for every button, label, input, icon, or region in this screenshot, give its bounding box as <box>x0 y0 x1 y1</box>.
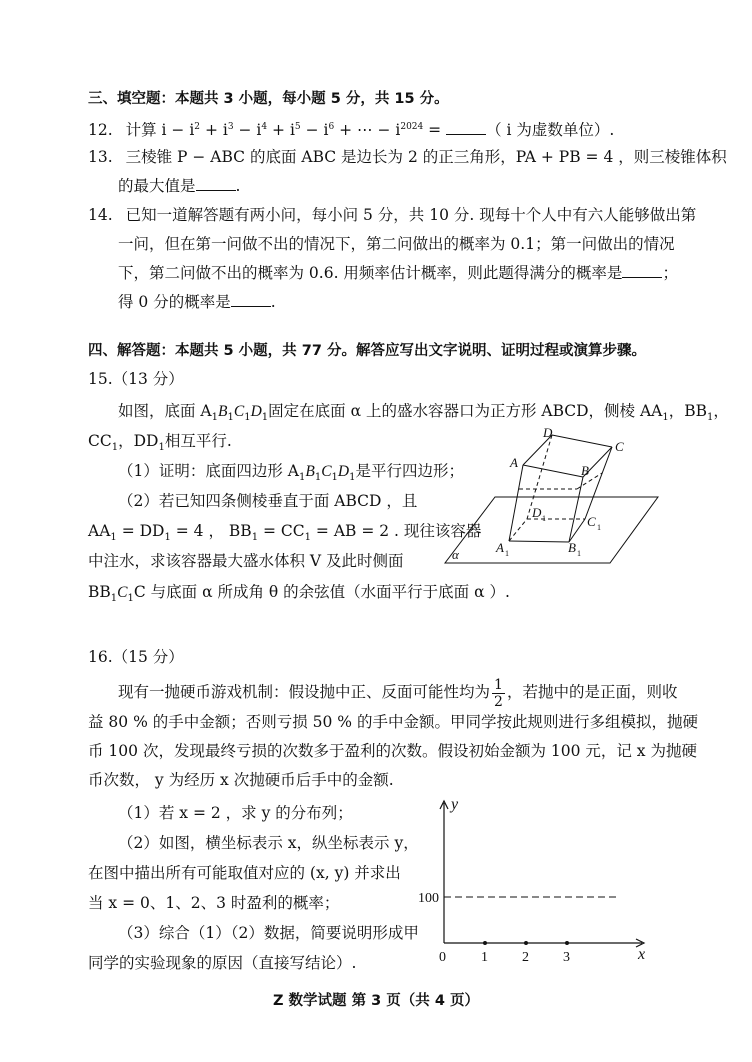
q15-sub-2-line-2 <box>88 520 481 549</box>
label-C: C <box>615 439 624 454</box>
q12-text-d: + i <box>267 121 295 140</box>
q15-s3b: = DD <box>116 522 165 540</box>
subscript: 1 <box>314 472 322 484</box>
label-C1: C <box>587 514 596 529</box>
edge-AB <box>523 465 583 477</box>
subscript: 1 <box>251 532 259 544</box>
q15-para-2 <box>88 430 232 459</box>
q15-s5a: BB <box>88 583 111 601</box>
label-D1-sub: 1 <box>542 514 546 523</box>
q13-line-2 <box>118 175 240 197</box>
q14-line-4 <box>118 291 276 313</box>
label-A1: A <box>496 540 504 555</box>
subscript: 1 <box>164 532 171 544</box>
x-tick-3: 3 <box>563 950 570 965</box>
q16-p1b: ，若抛中的是正面，则收 <box>506 683 678 701</box>
q15-s3d: = CC <box>258 522 305 540</box>
subscript: 1 <box>227 412 234 424</box>
q15-s1b: 是平行四边形； <box>355 462 465 480</box>
q15-p2c: 相互平行. <box>164 432 232 450</box>
subscript: 1 <box>349 472 356 484</box>
q15-s3a: AA <box>88 522 111 540</box>
q12-number: 12. <box>88 121 113 140</box>
q14-line-2: 一问，但在第一问做不出的情况下，第二问做出的概率为 0.1；第一问做出的情况 <box>118 235 675 253</box>
q12-text-c: − i <box>233 121 262 140</box>
q12-exp: 2024 <box>400 122 424 132</box>
q12-text-b: + i <box>200 121 228 140</box>
subscript: 1 <box>110 593 118 605</box>
label-C1-sub: 1 <box>597 523 601 532</box>
question-13 <box>88 146 727 168</box>
q16-sub-1: （1）若 x = 2 ，求 y 的分布列； <box>118 804 353 822</box>
label-A: A <box>510 455 518 470</box>
question-12 <box>88 116 614 141</box>
label-D: D <box>543 425 553 440</box>
q13-line-2a: 的最大值是 <box>118 177 196 195</box>
q14-line-3 <box>118 262 678 284</box>
q12-text-f: + ⋯ − i <box>334 121 401 140</box>
q15-header: 15.（13 分） <box>88 370 184 388</box>
subscript: 1 <box>110 532 117 544</box>
q16-para-2: 益 80 % 的手中金额；否则亏损 50 % 的手中金额。甲同学按此规则进行多组模拟，抛硬 <box>88 713 698 731</box>
q13-line-2b: . <box>235 177 241 195</box>
subscript: 1 <box>158 442 165 454</box>
x-tick-1: 1 <box>481 950 488 965</box>
answer-blank <box>231 292 271 307</box>
q16-para-1 <box>118 675 677 710</box>
q16-p1a: 现有一抛硬币游戏机制：假设抛中正、反面可能性均为 <box>118 683 491 701</box>
q15-p1b: 固定在底面 α 上的盛水容器口为正方形 ABCD，侧棱 AA <box>268 402 663 420</box>
subscript: 1 <box>298 472 306 484</box>
section-4-title: 四、解答题：本题共 5 小题，共 77 分。解答应写出文字说明、证明过程或演算步骤。 <box>88 343 646 359</box>
q15-s3c: = 4 ， BB <box>170 522 252 540</box>
q16-sub-2-line-2: 在图中描出所有可能取值对应的 (x, y) 并求出 <box>88 864 401 882</box>
q16-sub-2: （2）如图，横坐标表示 x，纵坐标表示 y， <box>118 834 419 852</box>
q16-para-4: 币次数， y 为经历 x 次抛硬币后手中的金额. <box>88 771 394 789</box>
q15-s3e: = AB = 2 . 现往该容器 <box>311 522 482 540</box>
subscript: 1 <box>261 412 269 424</box>
q12-exp: 5 <box>294 122 301 132</box>
q15-p1c: ，BB <box>668 402 708 420</box>
question-14 <box>88 204 696 226</box>
coordinate-graph <box>410 795 660 965</box>
q15-p2b: ，DD <box>118 432 159 450</box>
edge-A1D1 <box>509 519 527 541</box>
prism-figure <box>440 425 665 570</box>
q12-text-h: （ i 为虚数单位）. <box>486 121 615 140</box>
subscript: 1 <box>111 442 119 454</box>
label-B: B <box>581 463 589 478</box>
q15-p1d: ， <box>713 402 729 420</box>
q12-exp: 4 <box>261 122 268 132</box>
subscript: 1 <box>707 412 714 424</box>
answer-blank <box>446 120 486 135</box>
x-tick-2: 2 <box>522 950 529 965</box>
q15-s5b: C 与底面 α 所成角 θ 的余弦值（水面平行于底面 α ）. <box>133 583 510 601</box>
q12-text-g: = <box>423 121 447 140</box>
answer-blank <box>196 176 236 191</box>
answer-blank <box>622 263 662 278</box>
q14-line-3a: 下，第二问做不出的概率为 0.6. 用频率估计概率，则此题得满分的概率是 <box>118 264 623 282</box>
q12-exp: 2 <box>194 122 201 132</box>
q12-text-e: − i <box>300 121 329 140</box>
q15-sub-2-line-4: $BB_1C_1C$ 与底面 α 所成角 θ 的余弦值（水面平行于底面 α ）. <box>88 583 510 605</box>
page-footer: Z 数学试题 第 3 页（共 4 页） <box>273 993 479 1009</box>
x-tick-0: 0 <box>439 950 446 965</box>
q15-para-1: 如图，底面 $A_1B_1C_1D_1$固定在底面 α 上的盛水容器口为正方形 ABCD，侧棱 $AA_1$，$BB_1$， <box>118 402 729 424</box>
q14-line-4b: . <box>270 293 276 311</box>
tick-2 <box>524 941 528 945</box>
q16-sub-3: （3）综合（1）（2）数据，简要说明形成甲 <box>118 924 419 942</box>
subscript: 1 <box>127 593 134 605</box>
fraction-denominator: 2 <box>494 693 503 710</box>
plane-alpha <box>445 497 658 563</box>
subscript: 1 <box>304 532 311 544</box>
q12-exp: 3 <box>227 122 234 132</box>
x-axis-label: x <box>638 946 646 963</box>
label-A1-sub: 1 <box>505 549 509 558</box>
q14-line-4a: 得 0 分的概率是 <box>118 293 231 311</box>
fraction-numerator: 1 <box>494 676 503 693</box>
label-B1: B <box>568 540 576 555</box>
subscript: 1 <box>211 412 218 424</box>
q15-p2a: CC <box>88 432 112 450</box>
q13-number: 13. <box>88 148 113 166</box>
label-alpha: α <box>452 547 459 562</box>
q15-sub-2-line-3: 中注水，求该容器最大盛水体积 V 及此时侧面 <box>88 552 404 570</box>
edge-A1B1 <box>509 541 569 542</box>
edge-CC1 <box>585 447 612 519</box>
fraction-one-half <box>492 677 505 710</box>
y-tick-100: 100 <box>418 891 439 906</box>
q16-para-3: 币 100 次，发现最终亏损的次数多于盈利的次数。假设初始金额为 100 元，记 x 为抛硬 <box>88 742 697 760</box>
q14-line-1: 已知一道解答题有两小问，每小问 5 分，共 10 分. 现每十个人中有六人能够做出第 <box>125 206 697 224</box>
section-3-title: 三、填空题：本题共 3 小题，每小题 5 分，共 15 分。 <box>88 91 449 107</box>
q15-sub-2: （2）若已知四条侧棱垂直于面 ABCD ，且 <box>118 492 418 510</box>
label-B1-sub: 1 <box>577 549 581 558</box>
subscript: 1 <box>662 412 669 424</box>
q13-line-1: 三棱锥 P − ABC 的底面 ABC 是边长为 2 的正三角形，PA + PB = 4 ，则三棱锥体积 <box>125 148 727 166</box>
q16-header: 16.（15 分） <box>88 648 184 666</box>
q12-exp: 6 <box>328 122 335 132</box>
q14-number: 14. <box>88 206 113 224</box>
tick-3 <box>565 941 569 945</box>
y-axis-label: y <box>451 796 459 813</box>
edge-CD <box>552 435 612 447</box>
tick-1 <box>483 941 487 945</box>
subscript: 1 <box>331 472 338 484</box>
q15-p1a: 如图，底面 A <box>118 402 212 420</box>
q16-sub-2-line-3: 当 x = 0、1、2、3 时盈利的概率； <box>88 894 340 912</box>
q12-text-a: 计算 i − i <box>125 121 195 140</box>
edge-AA1 <box>509 465 523 541</box>
q15-sub-1: （1）证明：底面四边形 $A_1B_1C_1D_1$是平行四边形； <box>118 462 465 484</box>
q15-s1a: （1）证明：底面四边形 A <box>118 462 299 480</box>
subscript: 1 <box>244 412 251 424</box>
label-D1: D <box>532 505 542 520</box>
q14-line-3b: ； <box>662 264 678 282</box>
q16-sub-3-line-2: 同学的实验现象的原因（直接写结论）. <box>88 954 357 972</box>
